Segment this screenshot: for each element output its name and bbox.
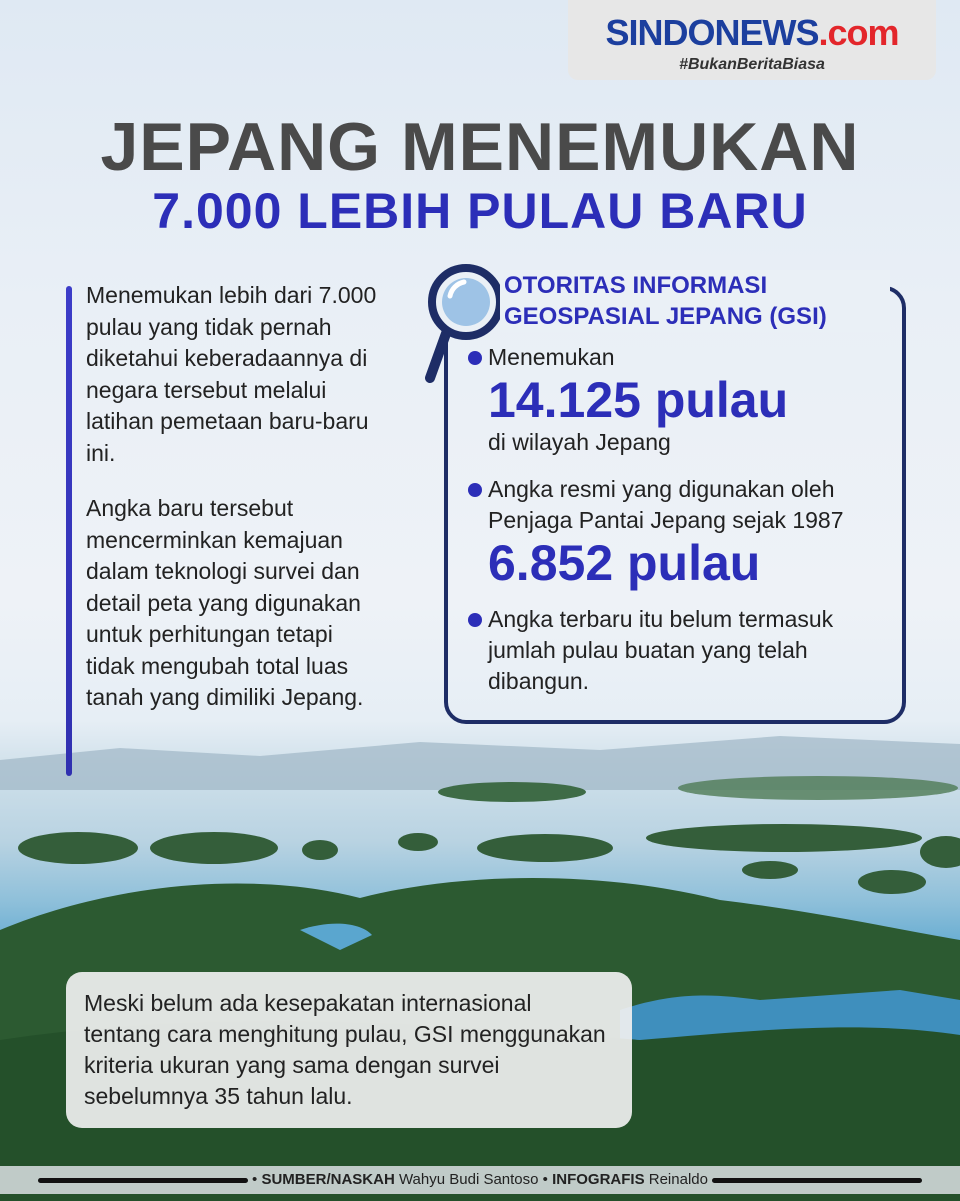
infographic-name: Reinaldo — [648, 1171, 708, 1188]
gsi-heading-line2: GEOSPASIAL JEPANG (GSI) — [504, 303, 827, 330]
left-paragraph-2: Angka baru tersebut mencerminkan kemajuan dalam teknologi survei dan detail peta yang digunakan untuk perhitungan tetapi tidak mengubah total luas tanah yang dimiliki Jepang. — [86, 495, 364, 710]
gsi-item-1 — [466, 342, 896, 458]
source-name: Wahyu Budi Santoso — [398, 1171, 539, 1188]
footer-rule-right — [712, 1178, 922, 1183]
brand-logo-box — [568, 0, 936, 80]
left-accent-bar — [66, 286, 72, 776]
headline-line2: 7.000 LEBIH PULAU BARU — [152, 183, 808, 239]
source-label: SUMBER/NASKAH — [261, 1171, 395, 1188]
brand-tagline: #BukanBeritaBiasa — [679, 56, 825, 73]
bottom-note: Meski belum ada kesepakatan internasional tentang cara menghitung pulau, GSI menggunakan kriteria ukuran yang sama dengan survei sebelumnya 35 tahun lalu. — [66, 972, 632, 1128]
left-column — [86, 280, 386, 714]
footer-credits: • SUMBER/NASKAH Wahyu Budi Santoso • INFOGRAFIS Reinaldo — [0, 1166, 960, 1194]
infographic-label: INFOGRAFIS — [552, 1171, 645, 1188]
gsi-item-3 — [466, 604, 896, 697]
bullet-icon — [468, 483, 482, 497]
left-paragraph-1: Menemukan lebih dari 7.000 pulau yang tidak pernah diketahui keberadaannya di negara tersebut melalui latihan pemetaan baru-baru ini. — [86, 282, 377, 466]
gsi-list — [466, 342, 896, 697]
gsi-item-1-text: Menemukan — [488, 344, 615, 370]
bullet-icon — [468, 613, 482, 627]
footer-rule-left — [38, 1178, 248, 1183]
headline-line1: JEPANG MENEMUKAN — [100, 109, 860, 185]
gsi-item-3-text: Angka terbaru itu belum termasuk jumlah pulau buatan yang telah dibangun. — [488, 606, 834, 694]
gsi-item-1-sub: di wilayah Jepang — [488, 429, 671, 455]
gsi-item-2-text: Angka resmi yang digunakan oleh Penjaga Pantai Jepang sejak 1987 — [488, 476, 844, 533]
gsi-heading-line1: OTORITAS INFORMASI — [504, 272, 768, 299]
bullet-icon — [468, 351, 482, 365]
gsi-heading — [500, 270, 890, 332]
gsi-item-2-number: 6.852 pulau — [488, 535, 761, 591]
gsi-item-1-number: 14.125 pulau — [488, 372, 789, 428]
gsi-item-2 — [466, 474, 896, 590]
sindonews-logo: SINDONEWS.com — [605, 12, 899, 53]
